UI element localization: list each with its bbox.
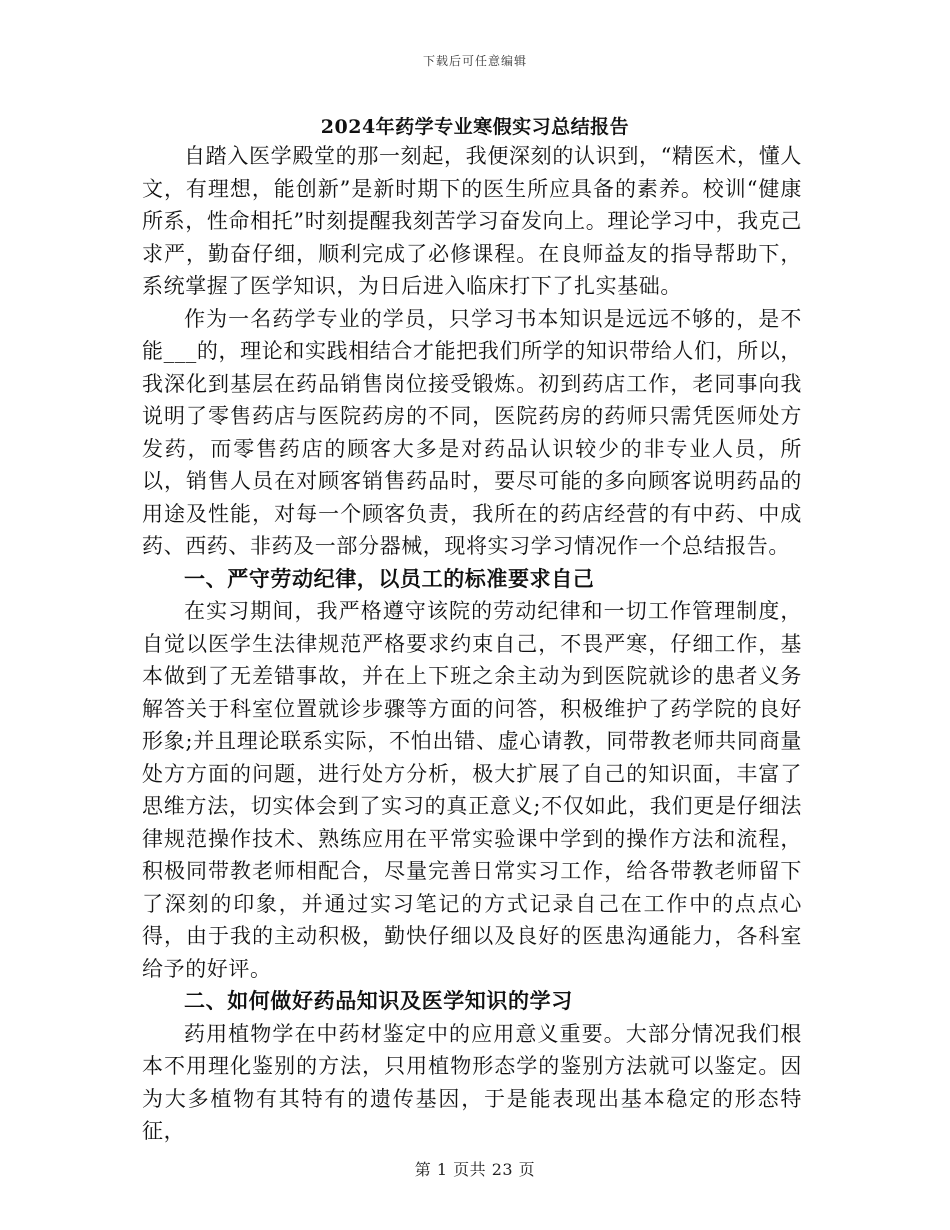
paragraph-discipline: 在实习期间，我严格遵守该院的劳动纪律和一切工作管理制度，自觉以医学生法律规范严格要求约束自己，不畏严寒，仔细工作，基本做到了无差错事故，并在上下班之余主动为到医院就诊的患者义务解答关于科室位置就诊步骤等方面的问答，积极维护了药学院的良好形象;并且理论联系实际，不怕出错、虚心请教，同带教老师共同商量处方方面的问题，进行处方分析，极大扩展了自己的知识面，丰富了思维方法，切实体会到了实习的真正意义;不仅如此，我们更是仔细法律规范操作技术、熟练应用在平常实验课中学到的操作方法和流程，积极同带教老师相配合，尽量完善日常实习工作，给各带教老师留下了深刻的印象，并通过实习笔记的方式记录自己在工作中的点点心得，由于我的主动积极，勤快仔细以及良好的医患沟通能力，各科室给予的好评。	[142, 599, 802, 981]
paragraph-intro: 自踏入医学殿堂的那一刻起，我便深刻的认识到，“精医术，懂人文，有理想，能创新”是新时期下的医生所应具备的素养。校训“健康所系，性命相托”时刻提醒我刻苦学习奋发向上。理论学习中，我克己求严，勤奋仔细，顺利完成了必修课程。在良师益友的指导帮助下，系统掌握了医学知识，为日后进入临床打下了扎实基础。	[142, 144, 802, 298]
section-heading-learning: 二、如何做好药品知识及医学知识的学习	[184, 988, 573, 1013]
paragraph-practice: 作为一名药学专业的学员，只学习书本知识是远远不够的，是不能___的，理论和实践相结合才能把我们所学的知识带给人们，所以，我深化到基层在药品销售岗位接受锻炼。初到药店工作，老同事向我说明了零售药店与医院药房的不同，医院药房的药师只需凭医师处方发药，而零售药店的顾客大多是对药品认识较少的非专业人员，所以，销售人员在对顾客销售药品时，要尽可能的多向顾客说明药品的用途及性能，对每一个顾客负责，我所在的药店经营的有中药、中成药、西药、非药及一部分器械，现将实习学习情况作一个总结报告。	[142, 306, 802, 558]
section-heading-discipline: 一、严守劳动纪律，以员工的标准要求自己	[184, 565, 595, 591]
document-title: 2024年药学专业寒假实习总结报告	[320, 116, 630, 138]
page-number: 第 1 页共 23 页	[414, 1160, 536, 1179]
document-body	[142, 140, 802, 1148]
paragraph-botany: 药用植物学在中药材鉴定中的应用意义重要。大部分情况我们根本不用理化鉴别的方法，只用植物形态学的鉴别方法就可以鉴定。因为大多植物有其特有的遗传基因，于是能表现出基本稳定的形态特征，	[142, 1021, 802, 1143]
header-note: 下载后可任意编辑	[422, 54, 527, 68]
